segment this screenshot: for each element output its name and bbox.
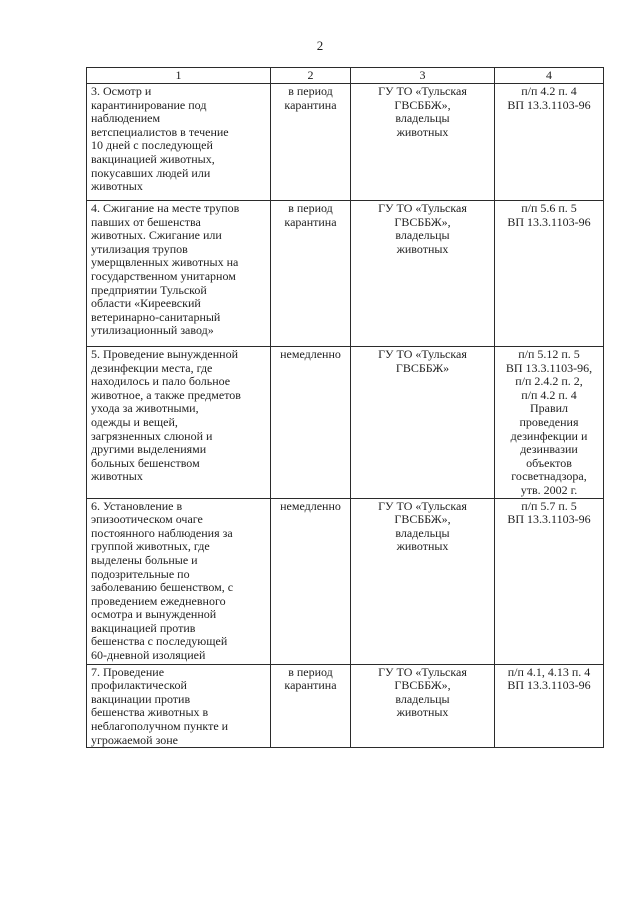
responsible-cell: ГУ ТО «Тульская ГВСББЖ», владельцы животных (351, 84, 495, 201)
reference-cell: п/п 4.1, 4.13 п. 4 ВП 13.3.1103-96 (495, 664, 604, 748)
measure-cell: 6. Установление в эпизоотическом очаге постоянного наблюдения за группой животных, где выделены больные и подозрительные по заболеванию бешенством, с проведением ежедневного осмотра и вынужденной вакцинацией против бешенства с последующей 60-дневной изоляцией (87, 498, 271, 664)
responsible-cell: ГУ ТО «Тульская ГВСББЖ» (351, 347, 495, 499)
column-header-1: 1 (87, 68, 271, 84)
reference-cell: п/п 4.2 п. 4 ВП 13.3.1103-96 (495, 84, 604, 201)
responsible-cell: ГУ ТО «Тульская ГВСББЖ», владельцы животных (351, 664, 495, 748)
responsible-cell: ГУ ТО «Тульская ГВСББЖ», владельцы животных (351, 498, 495, 664)
measure-cell: 7. Проведение профилактической вакцинации против бешенства животных в неблагополучном пункте и угрожаемой зоне (87, 664, 271, 748)
measure-cell: 5. Проведение вынужденной дезинфекции места, где находилось и пало больное животное, а также предметов ухода за животными, одежды и вещей, загрязненных слюной и другими выделениями больных бешенством животных (87, 347, 271, 499)
measure-cell: 3. Осмотр и карантинирование под наблюдением ветспециалистов в течение 10 дней с последующей вакцинацией животных, покусавших людей или животных (87, 84, 271, 201)
column-header-4: 4 (495, 68, 604, 84)
column-header-3: 3 (351, 68, 495, 84)
responsible-cell: ГУ ТО «Тульская ГВСББЖ», владельцы животных (351, 201, 495, 347)
reference-cell: п/п 5.12 п. 5 ВП 13.3.1103-96, п/п 2.4.2 п. 2, п/п 4.2 п. 4 Правил проведения дезинфекции и дезинвазии объектов госветнадзора, утв. 2002 г. (495, 347, 604, 499)
period-cell: в период карантина (271, 84, 351, 201)
period-cell: немедленно (271, 498, 351, 664)
page-number: 2 (316, 38, 324, 53)
table-row (87, 664, 604, 748)
table-row (87, 201, 604, 347)
period-cell: в период карантина (271, 201, 351, 347)
measures-table (86, 67, 604, 748)
column-header-2: 2 (271, 68, 351, 84)
reference-cell: п/п 5.6 п. 5 ВП 13.3.1103-96 (495, 201, 604, 347)
period-cell: в период карантина (271, 664, 351, 748)
table-row (87, 84, 604, 201)
period-cell: немедленно (271, 347, 351, 499)
table-row (87, 347, 604, 499)
table-row (87, 498, 604, 664)
table-header-row (87, 68, 604, 84)
measure-cell: 4. Сжигание на месте трупов павших от бешенства животных. Сжигание или утилизация трупов умерщвленных животных на государственном унитарном предприятии Тульской области «Киреевский ветеринарно-санитарный утилизационный завод» (87, 201, 271, 347)
reference-cell: п/п 5.7 п. 5 ВП 13.3.1103-96 (495, 498, 604, 664)
